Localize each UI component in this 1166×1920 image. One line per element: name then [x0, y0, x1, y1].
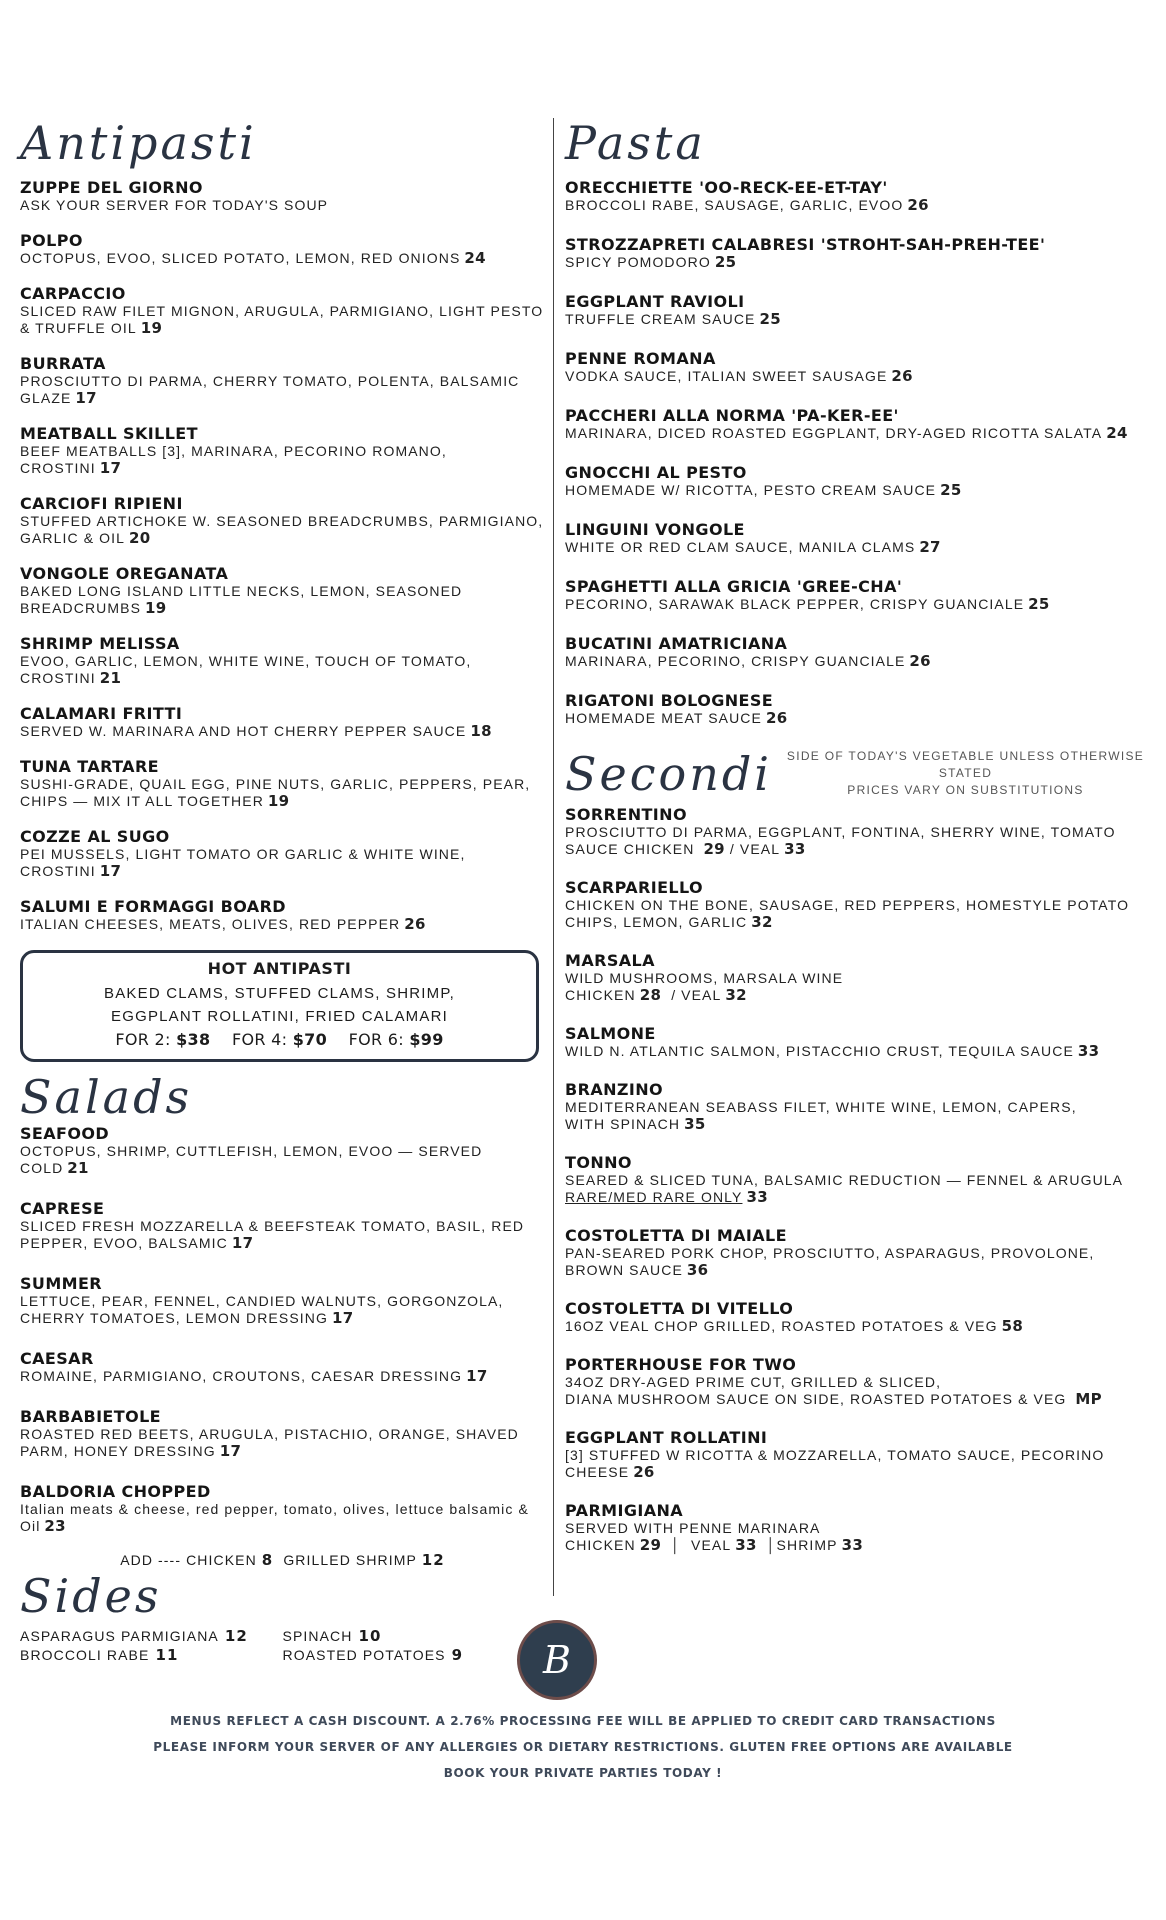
menu-item	[20, 424, 545, 477]
menu-item	[20, 284, 545, 337]
note-line: SIDE OF TODAY'S VEGETABLE UNLESS OTHERWISE STATED	[786, 749, 1145, 780]
menu-item	[565, 1080, 1145, 1133]
menu-item	[20, 827, 545, 880]
menu-item	[565, 1153, 1145, 1206]
footer-line: PLEASE INFORM YOUR SERVER OF ANY ALLERGIES OR DIETARY RESTRICTIONS. GLUTEN FREE OPTIONS ARE AVAILABLE	[153, 1740, 1013, 1754]
item-desc: SERVED W. MARINARA AND HOT CHERRY PEPPER SAUCE 18	[20, 722, 492, 740]
price-label: FOR 2:	[115, 1030, 171, 1049]
menu-item	[565, 463, 1145, 499]
menu-item	[565, 520, 1145, 556]
item-desc: WHITE OR RED CLAM SAUCE, MANILA CLAMS 27	[565, 538, 941, 556]
price: 20	[129, 529, 151, 547]
menu-item	[20, 231, 545, 267]
menu-item	[565, 1501, 1145, 1554]
menu-item	[565, 292, 1145, 328]
item-desc: MEDITERRANEAN SEABASS FILET, WHITE WINE, LEMON, CAPERS, WITH SPINACH 35	[565, 1099, 1077, 1133]
side-item: BROCCOLI RABE 11	[20, 1646, 179, 1664]
price: 17	[231, 1234, 254, 1252]
restaurant-logo	[517, 1620, 597, 1700]
item-name: EGGPLANT ROLLATINI	[565, 1428, 768, 1447]
price: 17	[75, 389, 97, 407]
item-desc: WILD MUSHROOMS, MARSALA WINE CHICKEN 28 / VEAL 32	[565, 970, 844, 1004]
item-name: MEATBALL SKILLET	[20, 424, 198, 443]
antipasti-heading: Antipasti	[20, 116, 257, 170]
item-desc: Italian meats & cheese, red pepper, tomato, olives, lettuce balsamic & Oil 23	[20, 1501, 529, 1535]
item-name: TUNA TARTARE	[20, 757, 160, 776]
menu-item	[565, 1299, 1145, 1335]
price: 17	[219, 1442, 242, 1460]
secondi-header	[565, 748, 1145, 799]
price: 17	[466, 1367, 488, 1385]
item-name: BRANZINO	[565, 1080, 664, 1099]
menu-item	[565, 1428, 1145, 1481]
item-name: BUCATINI AMATRICIANA	[565, 634, 788, 653]
price: 24	[1106, 424, 1128, 442]
item-name: CAPRESE	[20, 1199, 105, 1218]
item-name: SALMONE	[565, 1024, 656, 1043]
price: 17	[99, 862, 122, 880]
price: 19	[267, 792, 290, 810]
hot-antipasti-box	[20, 950, 539, 1062]
item-name: RIGATONI BOLOGNESE	[565, 691, 774, 710]
price: 26	[765, 709, 788, 727]
price: 17	[99, 459, 122, 477]
item-desc: VODKA SAUCE, ITALIAN SWEET SAUSAGE 26	[565, 367, 913, 385]
item-name: COZZE AL SUGO	[20, 827, 170, 846]
item-desc: BEEF MEATBALLS [3], MARINARA, PECORINO ROMANO, CROSTINI 17	[20, 443, 447, 477]
secondi-list	[565, 805, 1145, 1554]
item-desc: LETTUCE, PEAR, FENNEL, CANDIED WALNUTS, GORGONZOLA, CHERRY TOMATOES, LEMON DRESSING 17	[20, 1293, 504, 1327]
hot-antipasti-prices	[33, 1028, 526, 1051]
item-desc: OCTOPUS, EVOO, SLICED POTATO, LEMON, RED ONIONS 24	[20, 249, 486, 267]
item-desc: 34OZ DRY-AGED PRIME CUT, GRILLED & SLICED, DIANA MUSHROOM SAUCE ON SIDE, ROASTED POTATOES & VEG MP	[565, 1374, 1102, 1408]
item-desc: EVOO, GARLIC, LEMON, WHITE WINE, TOUCH OF TOMATO, CROSTINI 21	[20, 653, 472, 687]
item-desc: TRUFFLE CREAM SAUCE 25	[565, 310, 781, 328]
menu-item	[565, 1355, 1145, 1408]
menu-item	[565, 951, 1145, 1004]
footer-line: MENUS REFLECT A CASH DISCOUNT. A 2.76% PROCESSING FEE WILL BE APPLIED TO CREDIT CARD TRANSACTIONS	[170, 1714, 996, 1728]
side-item: ASPARAGUS PARMIGIANA 12	[20, 1627, 248, 1645]
secondi-note	[786, 748, 1145, 799]
menu-item	[565, 1024, 1145, 1060]
item-name: SEAFOOD	[20, 1124, 110, 1143]
menu-item	[565, 1226, 1145, 1279]
menu-item	[20, 178, 545, 214]
hot-antipasti-line: BAKED CLAMS, STUFFED CLAMS, SHRIMP,	[104, 985, 455, 1002]
menu-item	[20, 704, 545, 740]
menu-item	[20, 1199, 545, 1252]
item-desc: MARINARA, DICED ROASTED EGGPLANT, DRY-AGED RICOTTA SALATA 24	[565, 424, 1128, 442]
item-name: CARCIOFI RIPIENI	[20, 494, 183, 513]
item-desc: OCTOPUS, SHRIMP, CUTTLEFISH, LEMON, EVOO — SERVED COLD 21	[20, 1143, 483, 1177]
item-desc: PEI MUSSELS, LIGHT TOMATO OR GARLIC & WHITE WINE, CROSTINI 17	[20, 846, 466, 880]
item-name: CALAMARI FRITTI	[20, 704, 183, 723]
item-name: COSTOLETTA DI VITELLO	[565, 1299, 794, 1318]
price: 25	[940, 481, 962, 499]
item-desc: SLICED FRESH MOZZARELLA & BEEFSTEAK TOMATO, BASIL, RED PEPPER, EVOO, BALSAMIC 17	[20, 1218, 525, 1252]
menu-item	[20, 634, 545, 687]
item-name: SHRIMP MELISSA	[20, 634, 180, 653]
menu-item	[20, 564, 545, 617]
menu-item	[20, 897, 545, 933]
left-column	[20, 118, 545, 1665]
right-column	[565, 118, 1145, 1574]
price-label: FOR 6:	[348, 1030, 404, 1049]
secondi-heading: Secondi	[565, 746, 772, 801]
item-desc: ROASTED RED BEETS, ARUGULA, PISTACHIO, ORANGE, SHAVED PARM, HONEY DRESSING 17	[20, 1426, 519, 1460]
item-name: MARSALA	[565, 951, 655, 970]
item-name: BARBABIETOLE	[20, 1407, 161, 1426]
item-name: ZUPPE DEL GIORNO	[20, 178, 203, 197]
item-desc: STUFFED ARTICHOKE W. SEASONED BREADCRUMBS, PARMIGIANO, GARLIC & OIL 20	[20, 513, 544, 547]
menu-item	[20, 757, 545, 810]
item-desc: CHICKEN ON THE BONE, SAUSAGE, RED PEPPERS, HOMESTYLE POTATO CHIPS, LEMON, GARLIC 32	[565, 897, 1130, 931]
pasta-heading: Pasta	[565, 116, 706, 170]
item-name: PENNE ROMANA	[565, 349, 716, 368]
price: 25	[1028, 595, 1050, 613]
item-name: PARMIGIANA	[565, 1501, 684, 1520]
item-desc: PROSCIUTTO DI PARMA, CHERRY TOMATO, POLENTA, BALSAMIC GLAZE 17	[20, 373, 520, 407]
logo-letter: B	[543, 1638, 571, 1682]
item-desc: PECORINO, SARAWAK BLACK PEPPER, CRISPY GUANCIALE 25	[565, 595, 1050, 613]
menu-item	[20, 1124, 545, 1177]
item-desc: SLICED RAW FILET MIGNON, ARUGULA, PARMIGIANO, LIGHT PESTO & TRUFFLE OIL 19	[20, 303, 544, 337]
footer	[0, 1708, 1166, 1786]
hot-antipasti-line: EGGPLANT ROLLATINI, FRIED CALAMARI	[111, 1008, 448, 1025]
item-desc: [3] STUFFED W RICOTTA & MOZZARELLA, TOMATO SAUCE, PECORINO CHEESE 26	[565, 1447, 1105, 1481]
sides-heading: Sides	[20, 1569, 162, 1623]
menu-item	[20, 494, 545, 547]
menu-item	[20, 1482, 545, 1535]
salad-addon	[20, 1551, 545, 1569]
price: 25	[759, 310, 781, 328]
item-name: SUMMER	[20, 1274, 103, 1293]
price: 21	[67, 1159, 89, 1177]
price: 8	[261, 1551, 274, 1569]
item-name: GNOCCHI AL PESTO	[565, 463, 747, 482]
item-desc: HOMEMADE W/ RICOTTA, PESTO CREAM SAUCE 25	[565, 481, 962, 499]
price: $38	[176, 1030, 211, 1049]
item-name: STROZZAPRETI CALABRESI 'STROHT-SAH-PREH-TEE'	[565, 235, 1046, 254]
menu-item	[565, 805, 1145, 858]
item-name: SALUMI E FORMAGGI BOARD	[20, 897, 286, 916]
item-desc: SUSHI-GRADE, QUAIL EGG, PINE NUTS, GARLIC, PEPPERS, PEAR, CHIPS — MIX IT ALL TOGETHER 19	[20, 776, 531, 810]
footer-line: BOOK YOUR PRIVATE PARTIES TODAY !	[443, 1766, 723, 1780]
item-desc: ROMAINE, PARMIGIANO, CROUTONS, CAESAR DRESSING 17	[20, 1367, 488, 1385]
menu-item	[20, 1349, 545, 1385]
menu-item	[20, 354, 545, 407]
price-label: FOR 4:	[231, 1030, 288, 1049]
item-name: LINGUINI VONGOLE	[565, 520, 745, 539]
item-desc: BROCCOLI RABE, SAUSAGE, GARLIC, EVOO 26	[565, 196, 929, 214]
price: 18	[470, 722, 492, 740]
item-name: COSTOLETTA DI MAIALE	[565, 1226, 787, 1245]
item-desc: PAN-SEARED PORK CHOP, PROSCIUTTO, ASPARAGUS, PROVOLONE, BROWN SAUCE 36	[565, 1245, 1095, 1279]
item-desc: 16OZ VEAL CHOP GRILLED, ROASTED POTATOES & VEG 58	[565, 1317, 1024, 1335]
column-divider	[553, 118, 554, 1596]
price: 23	[44, 1517, 66, 1535]
item-desc: SEARED & SLICED TUNA, BALSAMIC REDUCTION — FENNEL & ARUGULA RARE/MED RARE ONLY 33	[565, 1172, 1124, 1206]
item-name: SORRENTINO	[565, 805, 687, 824]
price: 19	[145, 599, 167, 617]
item-desc: ASK YOUR SERVER FOR TODAY'S SOUP	[20, 197, 329, 213]
item-name: BURRATA	[20, 354, 106, 373]
item-desc: SPICY POMODORO 25	[565, 253, 737, 271]
note-line: PRICES VARY ON SUBSTITUTIONS	[847, 783, 1084, 797]
price: 26	[907, 196, 929, 214]
price: 26	[909, 652, 931, 670]
price: 26	[404, 915, 426, 933]
price: $70	[292, 1030, 328, 1049]
item-desc: SERVED WITH PENNE MARINARA CHICKEN 29 │ VEAL 33 │SHRIMP 33	[565, 1520, 864, 1554]
item-name: TONNO	[565, 1153, 632, 1172]
item-name: BALDORIA CHOPPED	[20, 1482, 211, 1501]
item-name: ORECCHIETTE 'OO-RECK-EE-ET-TAY'	[565, 178, 888, 197]
menu-item	[565, 235, 1145, 271]
price: 19	[140, 319, 163, 337]
salads-heading: Salads	[20, 1070, 193, 1124]
item-desc: BAKED LONG ISLAND LITTLE NECKS, LEMON, SEASONED BREADCRUMBS 19	[20, 583, 463, 617]
menu-item	[565, 406, 1145, 442]
item-name: SPAGHETTI ALLA GRICIA 'GREE-CHA'	[565, 577, 903, 596]
menu-item	[565, 349, 1145, 385]
sides-column	[20, 1627, 283, 1665]
item-name: EGGPLANT RAVIOLI	[565, 292, 745, 311]
item-name: PORTERHOUSE FOR TWO	[565, 1355, 797, 1374]
antipasti-list	[20, 178, 545, 933]
item-name: SCARPARIELLO	[565, 878, 704, 897]
side-item: SPINACH 10	[282, 1627, 382, 1645]
price: 21	[99, 669, 122, 687]
item-desc: WILD N. ATLANTIC SALMON, PISTACCHIO CRUST, TEQUILA SAUCE 33	[565, 1042, 1100, 1060]
item-desc: PROSCIUTTO DI PARMA, EGGPLANT, FONTINA, SHERRY WINE, TOMATO SAUCE CHICKEN 29 / VEAL 33	[565, 824, 1116, 858]
hot-antipasti-title: HOT ANTIPASTI	[207, 959, 352, 978]
salads-list	[20, 1124, 545, 1535]
side-item: ROASTED POTATOES 9	[282, 1646, 464, 1664]
price: 25	[714, 253, 737, 271]
price: 12	[421, 1551, 445, 1569]
price: 24	[464, 249, 486, 267]
menu-item	[565, 178, 1145, 214]
item-name: CARPACCIO	[20, 284, 126, 303]
menu-item	[565, 878, 1145, 931]
price: 17	[331, 1309, 354, 1327]
item-desc: MARINARA, PECORINO, CRISPY GUANCIALE 26	[565, 652, 931, 670]
price: $99	[409, 1030, 444, 1049]
item-desc: HOMEMADE MEAT SAUCE 26	[565, 709, 788, 727]
sides-column	[283, 1627, 546, 1665]
price: 27	[919, 538, 941, 556]
sides-grid	[20, 1627, 545, 1665]
menu-item	[565, 691, 1145, 727]
item-name: CAESAR	[20, 1349, 94, 1368]
menu-item	[565, 634, 1145, 670]
menu-item	[565, 577, 1145, 613]
addon-label: ADD ---- CHICKEN	[120, 1552, 257, 1568]
pasta-list	[565, 178, 1145, 727]
item-desc: ITALIAN CHEESES, MEATS, OLIVES, RED PEPPER 26	[20, 915, 426, 933]
item-name: POLPO	[20, 231, 83, 250]
item-name: VONGOLE OREGANATA	[20, 564, 229, 583]
addon-label: GRILLED SHRIMP	[283, 1552, 417, 1568]
menu-item	[20, 1274, 545, 1327]
item-name: PACCHERI ALLA NORMA 'PA-KER-EE'	[565, 406, 899, 425]
menu-item	[20, 1407, 545, 1460]
price: 26	[891, 367, 913, 385]
